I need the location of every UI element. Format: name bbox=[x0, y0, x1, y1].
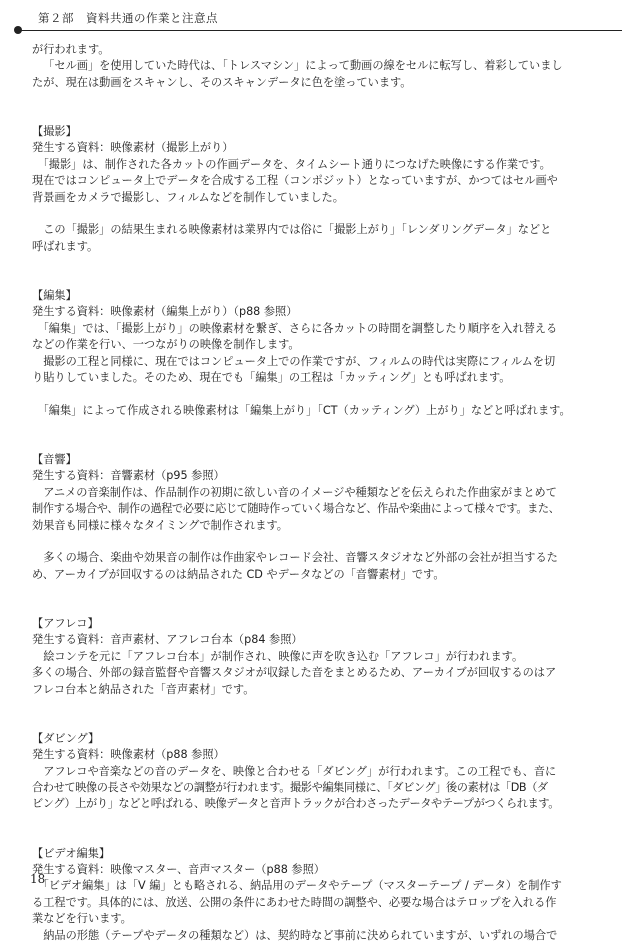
heading-satsuei: 【撮影】 bbox=[32, 125, 77, 138]
text-line: アニメの音楽制作は、作品制作の初期に欲しい音のイメージや種類などを伝えられた作曲家がまとめて bbox=[43, 485, 557, 499]
heading-afureko: 【アフレコ】 bbox=[32, 617, 99, 631]
text-line: 「ビデオ編集」は「V 編」とも略される、納品用のデータやテープ（マスターテープ / データ）を制作す bbox=[37, 879, 562, 893]
section-title: 第２部 資料共通の作業と注意点 bbox=[38, 11, 218, 25]
spacer bbox=[32, 108, 608, 124]
spacer bbox=[32, 255, 608, 271]
spacer bbox=[32, 272, 608, 288]
text-line: 業などを行います。 bbox=[32, 912, 132, 926]
header-rule bbox=[18, 30, 622, 31]
page-header bbox=[14, 10, 622, 32]
text-line: 「セル画」を使用していた時代は、「トレスマシン」によって動画の線をセルに転写し、着彩していまし bbox=[43, 59, 563, 73]
text-line: この「撮影」の結果生まれる映像素材は業界内では俗に「撮影上がり」「レンダリングデータ」などと bbox=[43, 223, 552, 237]
text-line: ビング）上がり」などと呼ばれる、映像データと音声トラックが合わさったデータやテープがつくられます。 bbox=[32, 797, 560, 811]
page-number: 18 bbox=[30, 872, 46, 886]
text-line: 絵コンテを元に「アフレコ台本」が制作され、映像に声を吹き込む「アフレコ」が行われます。 bbox=[43, 649, 524, 663]
text-line: 発生する資料：音響素材（p95 参照） bbox=[32, 469, 225, 483]
heading-onkyo: 【音響】 bbox=[32, 453, 77, 467]
text-line: 現在ではコンピュータ上でデータを合成する工程（コンポジット）となっていますが、かつてはセル画や bbox=[32, 174, 558, 188]
text-line: 「撮影」は、制作された各カットの作画データを、タイムシート通りにつなげた映像にする作業です。 bbox=[37, 157, 551, 171]
text-line: 背景画をカメラで撮影し、フィルムなどを制作していました。 bbox=[32, 190, 344, 204]
spacer bbox=[32, 583, 608, 599]
text-line: 多くの場合、楽曲や効果音の制作は作曲家やレコード会社、音響スタジオなど外部の会社が担当するた bbox=[43, 551, 558, 565]
text-line: 制作する場合や、制作の過程で必要に応じて随時作っていく場合など、作品や楽曲によって様々です。また、 bbox=[32, 502, 560, 516]
spacer bbox=[32, 206, 608, 222]
text-line: 発生する資料：映像マスター、音声マスター（p88 参照） bbox=[32, 863, 325, 877]
text-line: アフレコや音楽などの音のデータを、映像と合わせる「ダビング」が行われます。この工程でも、音に bbox=[43, 764, 557, 778]
text-line: 納品の形態（テープやデータの種類など）は、契約時など事前に決められていますが、いずれの場合で bbox=[43, 928, 558, 942]
spacer bbox=[32, 813, 608, 829]
spacer bbox=[32, 698, 608, 714]
text-line: 効果音も同様に様々なタイミングで制作されます。 bbox=[32, 518, 288, 532]
text-line: 呼ばれます。 bbox=[32, 239, 99, 253]
text-line: が行われます。 bbox=[32, 43, 110, 56]
spacer bbox=[32, 419, 608, 435]
text-line: り貼りしていました。そのため、現在でも「編集」の工程は「カッティング」とも呼ばれます。 bbox=[32, 371, 511, 385]
text-line: 発生する資料：映像素材（p88 参照） bbox=[32, 748, 225, 762]
text-line: 「編集」では、「撮影上がり」の映像素材を繋ぎ、さらに各カットの時間を調整したり順序を入れ替える bbox=[37, 321, 558, 335]
text-line: フレコ台本と納品された「音声素材」です。 bbox=[32, 682, 255, 696]
text-line: め、アーカイブが回収するのは納品された CD やデータなどの「音響素材」です。 bbox=[32, 567, 445, 581]
text-line: 合わせて映像の長さや効果などの調整が行われます。撮影や編集同様に、「ダビング」後の素材は「DB（ダ bbox=[32, 781, 548, 795]
spacer bbox=[32, 600, 608, 616]
heading-dubbing: 【ダビング】 bbox=[32, 731, 100, 745]
spacer bbox=[32, 829, 608, 845]
spacer bbox=[32, 436, 608, 452]
spacer bbox=[32, 91, 608, 107]
text-line: 「編集」によって作成される映像素材は「編集上がり」「CT（カッティング）上がり」などと呼ばれます。 bbox=[37, 403, 571, 417]
text-line: 発生する資料：映像素材（撮影上がり） bbox=[32, 141, 234, 155]
text-line: たが、現在は動画をスキャンし、そのスキャンデータに色を塗っています。 bbox=[32, 75, 412, 89]
text-line: 発生する資料：音声素材、アフレコ台本（p84 参照） bbox=[32, 633, 303, 647]
text-line: 発生する資料：映像素材（編集上がり）（p88 参照） bbox=[32, 305, 298, 319]
text-line: 多くの場合、外部の録音監督や音響スタジオが収録した音をまとめるため、アーカイブが回収するのはア bbox=[32, 666, 557, 680]
spacer bbox=[32, 714, 608, 730]
text-line: 撮影の工程と同様に、現在ではコンピュータ上での作業ですが、フィルムの時代は実際にフィルムを切 bbox=[43, 354, 556, 368]
heading-henshu: 【編集】 bbox=[32, 289, 77, 303]
text-line: る工程です。具体的には、放送、公開の条件にあわせた時間の調整や、必要な場合はテロップを入れる作 bbox=[32, 895, 557, 909]
text-line: などの作業を行い、一つながりの映像を制作します。 bbox=[32, 338, 300, 352]
heading-video-edit: 【ビデオ編集】 bbox=[32, 846, 111, 860]
spacer bbox=[32, 386, 608, 402]
body-text bbox=[32, 42, 608, 944]
spacer bbox=[32, 534, 608, 550]
